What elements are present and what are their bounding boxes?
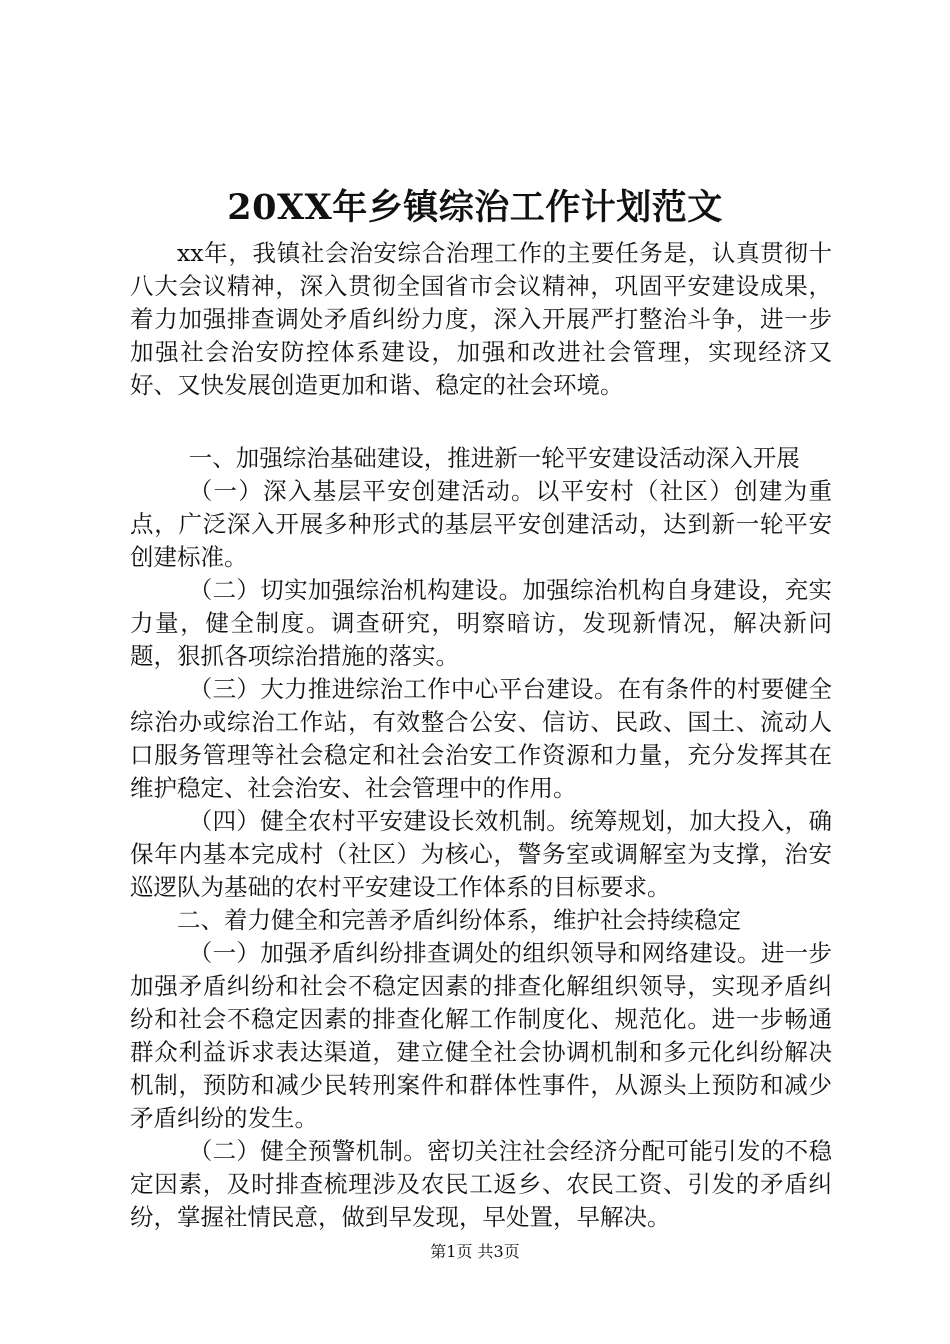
section-heading-1: 一、加强综治基础建设，推进新一轮平安建设活动深入开展 (188, 444, 800, 472)
body-paragraph: （二）切实加强综治机构建设。加强综治机构自身建设，充实力量，健全制度。调查研究，明察暗访，发现新情况，解决新问题，狠抓各项综治措施的落实。 (130, 576, 832, 670)
page-number-footer: 第1页 共3页 (430, 1242, 520, 1261)
body-paragraph: （二）健全预警机制。密切关注社会经济分配可能引发的不稳定因素，及时排查梳理涉及农民工返乡、农民工资、引发的矛盾纠纷，掌握社情民意，做到早发现，早处置，早解决。 (130, 1137, 832, 1231)
body-paragraph: （三）大力推进综治工作中心平台建设。在有条件的村要健全综治办或综治工作站，有效整合公安、信访、民政、国土、流动人口服务管理等社会稳定和社会治安工作资源和力量，充分发挥其在维护稳定、社会治安、社会管理中的作用。 (130, 675, 832, 802)
body-paragraph: （一）深入基层平安创建活动。以平安村（社区）创建为重点，广泛深入开展多种形式的基层平安创建活动，达到新一轮平安创建标准。 (130, 477, 832, 571)
document-body (130, 237, 832, 1234)
body-paragraph: （一）加强矛盾纠纷排查调处的组织领导和网络建设。进一步加强矛盾纠纷和社会不稳定因素的排查化解组织领导，实现矛盾纠纷和社会不稳定因素的排查化解工作制度化、规范化。进一步畅通群众利益诉求表达渠道，建立健全社会协调机制和多元化纠纷解决机制，预防和减少民转刑案件和群体性事件，从源头上预防和减少矛盾纠纷的发生。 (130, 939, 832, 1132)
section-heading-2: 二、着力健全和完善矛盾纠纷体系，维护社会持续稳定 (177, 906, 741, 934)
intro-paragraph: xx年，我镇社会治安综合治理工作的主要任务是，认真贯彻十八大会议精神，深入贯彻全国省市会议精神，巩固平安建设成果，着力加强排查调处矛盾纠纷力度，深入开展严打整治斗争，进一步加强社会治安防控体系建设，加强和改进社会管理，实现经济又好、又快发展创造更加和谐、稳定的社会环境。 (130, 239, 832, 399)
document-title: 20XX年乡镇综治工作计划范文 (227, 187, 723, 228)
body-paragraph: （四）健全农村平安建设长效机制。统筹规划，加大投入，确保年内基本完成村（社区）为核心，警务室或调解室为支撑，治安巡逻队为基础的农村平安建设工作体系的目标要求。 (130, 807, 832, 901)
